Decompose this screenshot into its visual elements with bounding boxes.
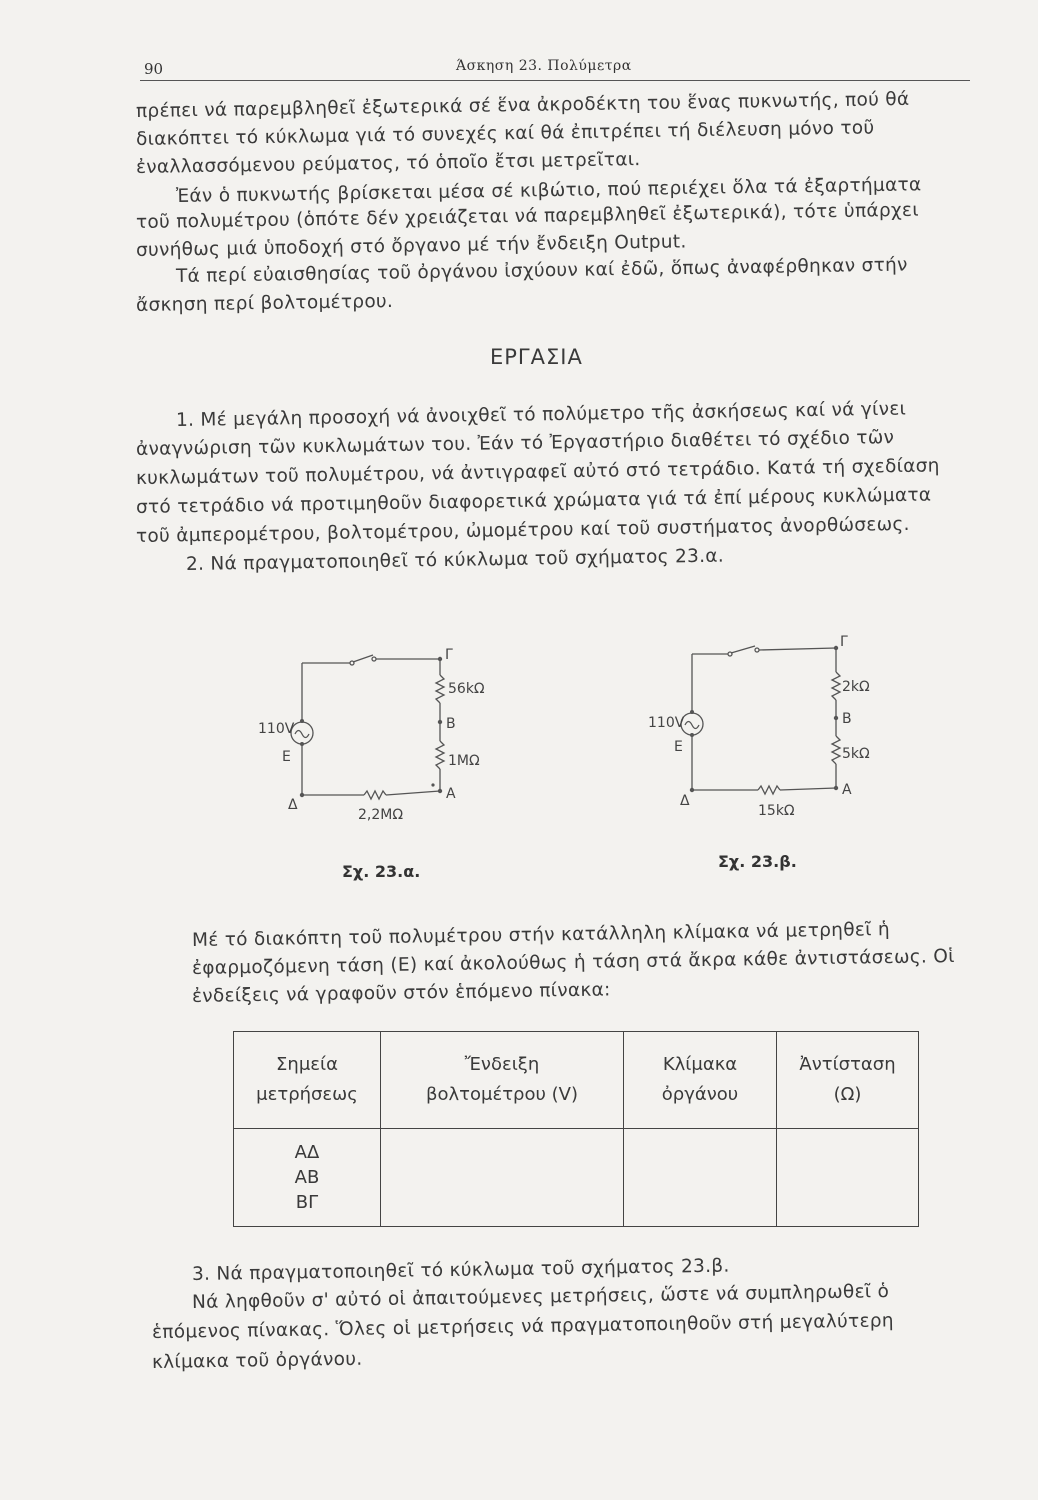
fig-b-caption: Σχ. 23.β. — [718, 852, 797, 871]
fig-a-top-resistor-label: 56kΩ — [448, 681, 485, 697]
fig-a-node-a: A — [446, 786, 456, 802]
node-a-dot — [438, 789, 442, 793]
fig-a-middle-resistor-label: 1MΩ — [448, 753, 480, 769]
wire-bottom-right — [780, 788, 836, 790]
header-points — [234, 1032, 381, 1129]
intro-line-6: συνήθως μιά ὑποδοχή στό ὄργανο μέ τήν ἔνδειξη Output. — [135, 231, 687, 261]
node-a-dot — [834, 786, 838, 790]
closing-line-3: ἑπόμενος πίνακας. Ὅλες οἱ μετρήσεις νά πραγματοποιηθοῦν στή μεγαλύτερη — [151, 1310, 895, 1343]
intro-line-3: ἐναλλασσόμενου ρεύματος, τό ὁποῖο ἔτσι μετρεῖται. — [135, 149, 641, 178]
intro-line-4: Ἐάν ὁ πυκνωτής βρίσκεται μέσα σέ κιβώτιο, πού περιέχει ὅλα τά ἐξαρτήματα — [175, 174, 922, 207]
node-d-dot — [690, 788, 694, 792]
cell-points — [234, 1129, 381, 1227]
intro-line-1: πρέπει νά παρεμβληθεῖ ἐξωτερικά σέ ἕνα ἀκροδέκτη του ἕνας πυκνωτής, πού θά — [135, 88, 910, 122]
circuit-figure-b — [630, 628, 890, 828]
cell-instrument-scale[interactable] — [624, 1129, 777, 1227]
fig-a-node-d: Δ — [288, 797, 298, 813]
header-scale-line-1: Κλίμακα — [662, 1054, 738, 1075]
task-line-3: κυκλωμάτων τοῦ πολυμέτρου, νά ἀντιγραφεῖ αὐτό στό τετράδιο. Κατά τή σχεδίαση — [135, 455, 940, 489]
task-line-1: 1. Μέ μεγάλη προσοχή νά ἀνοιχθεῖ τό πολύμετρο τῆς ἀσκήσεως καί νά γίνει — [175, 398, 907, 431]
task-line-2: ἀναγνώριση τῶν κυκλωμάτων του. Ἐάν τό Ἐργαστήριο διαθέτει τό σχέδιο τῶν — [135, 427, 895, 460]
point-ad: ΑΔ — [294, 1142, 320, 1163]
fig-b-middle-resistor-label: 5kΩ — [842, 746, 870, 762]
header-scale-line-2: ὀργάνου — [661, 1084, 739, 1105]
resistor-2k — [832, 672, 840, 700]
running-title: Άσκηση 23. Πολύμετρα — [456, 58, 632, 74]
task-line-4: στό τετράδιο νά προτιμηθοῦν διαφορετικά χρώματα γιά τά ἐπί μέρους κυκλώματα — [135, 484, 932, 518]
task-line-5: τοῦ ἀμπερομέτρου, βολτομέτρου, ὠμομέτρου καί τοῦ συστήματος ἀνορθώσεως. — [135, 513, 910, 547]
resistor-2-2m — [364, 791, 386, 799]
resistor-56k — [436, 675, 444, 703]
header-voltmeter-line-1: Ἔνδειξη — [464, 1054, 540, 1075]
fig-b-node-g: Γ — [840, 634, 848, 650]
intro-line-2: διακόπτει τό κύκλωμα γιά τό συνεχές καί θά ἐπιτρέπει τή διέλευση μόνο τοῦ — [135, 117, 875, 150]
circuit-figure-a — [240, 635, 500, 835]
switch-blade — [731, 646, 755, 653]
node-d-dot — [300, 793, 304, 797]
header-points-line-1: Σημεία — [276, 1054, 338, 1075]
resistor-5k — [832, 736, 840, 764]
fig-a-bottom-resistor-label: 2,2MΩ — [358, 807, 404, 823]
fig-b-node-b: B — [842, 711, 852, 727]
measure-line-1: Μέ τό διακόπτη τοῦ πολυμέτρου στήν κατάλληλη κλίμακα νά μετρηθεῖ ἡ — [191, 919, 891, 951]
table-row — [234, 1129, 919, 1227]
intro-line-5: τοῦ πολυμέτρου (ὁπότε δέν χρειάζεται νά παρεμβληθεῖ ἐξωτερικά), τότε ὑπάρχει — [135, 199, 919, 233]
fig-a-source-label: E — [282, 749, 291, 765]
fig-a-caption: Σχ. 23.α. — [342, 862, 421, 881]
closing-line-1: 3. Νά πραγματοποιηθεῖ τό κύκλωμα τοῦ σχήματος 23.β. — [191, 1255, 730, 1285]
table-header-row — [234, 1032, 919, 1129]
fig-b-source-voltage: 110V — [648, 715, 685, 731]
node-b-dot — [834, 716, 838, 720]
task-line-6: 2. Νά πραγματοποιηθεῖ τό κύκλωμα τοῦ σχήματος 23.α. — [185, 545, 725, 575]
node-b-dot — [438, 720, 442, 724]
fig-a-node-g: Γ — [445, 647, 453, 663]
cell-voltmeter-reading[interactable] — [381, 1129, 624, 1227]
resistor-15k — [758, 786, 780, 794]
source-bottom-dot — [690, 733, 694, 737]
fig-b-bottom-resistor-label: 15kΩ — [758, 803, 795, 819]
header-voltmeter — [381, 1032, 624, 1129]
resistor-1m — [436, 741, 444, 769]
header-voltmeter-line-2: βολτομέτρου (V) — [426, 1084, 578, 1105]
measurements-table — [233, 1031, 919, 1227]
point-ab: ΑΒ — [294, 1167, 320, 1188]
node-g-dot — [834, 646, 838, 650]
intro-line-7: Τά περί εὐαισθησίας τοῦ ὀργάνου ἰσχύουν καί ἐδῶ, ὅπως ἀναφέρθηκαν στήν — [175, 254, 908, 287]
page-number: 90 — [144, 60, 164, 78]
measure-line-3: ἐνδείξεις νά γραφοῦν στόν ἑπόμενο πίνακα: — [191, 979, 611, 1007]
header-resistance — [777, 1032, 919, 1129]
fig-b-node-a: A — [842, 782, 852, 798]
switch-blade — [353, 655, 373, 662]
fig-b-top-resistor-label: 2kΩ — [842, 679, 870, 695]
point-bg: ΒΓ — [295, 1192, 319, 1213]
closing-line-4: κλίμακα τοῦ ὀργάνου. — [151, 1348, 363, 1373]
source-top-dot — [300, 719, 304, 723]
fig-a-source-voltage: 110V — [258, 721, 295, 737]
switch-contact-right — [755, 648, 759, 652]
wire-bottom-right — [386, 791, 440, 795]
ac-wave — [295, 731, 309, 738]
header-points-line-2: μετρήσεως — [256, 1084, 358, 1105]
source-bottom-dot — [300, 742, 304, 746]
wire-top-right — [759, 648, 836, 650]
header-resistance-line-1: Ἀντίσταση — [799, 1054, 896, 1075]
fig-a-node-b: B — [446, 716, 456, 732]
node-g-dot — [438, 657, 442, 661]
page-header — [140, 58, 970, 81]
ac-wave — [685, 722, 699, 729]
closing-line-2: Νά ληφθοῦν σ' αὐτό οἱ ἀπαιτούμενες μετρήσεις, ὥστε νά συμπληρωθεῖ ὁ — [191, 1281, 890, 1313]
stray-dot — [431, 783, 434, 786]
switch-contact-right — [372, 657, 376, 661]
section-title: ΕΡΓΑΣΙΑ — [490, 345, 583, 369]
header-resistance-line-2: (Ω) — [833, 1084, 862, 1105]
cell-resistance[interactable] — [777, 1129, 919, 1227]
source-top-dot — [690, 710, 694, 714]
fig-b-source-label: E — [674, 739, 683, 755]
fig-b-node-d: Δ — [680, 793, 690, 809]
header-scale — [624, 1032, 777, 1129]
measure-line-2: ἐφαρμοζόμενη τάση (Ε) καί ἀκολούθως ἡ τάση στά ἄκρα κάθε ἀντιστάσεως. Οἱ — [191, 946, 955, 979]
intro-line-8: ἄσκηση περί βολτομέτρου. — [135, 290, 394, 316]
